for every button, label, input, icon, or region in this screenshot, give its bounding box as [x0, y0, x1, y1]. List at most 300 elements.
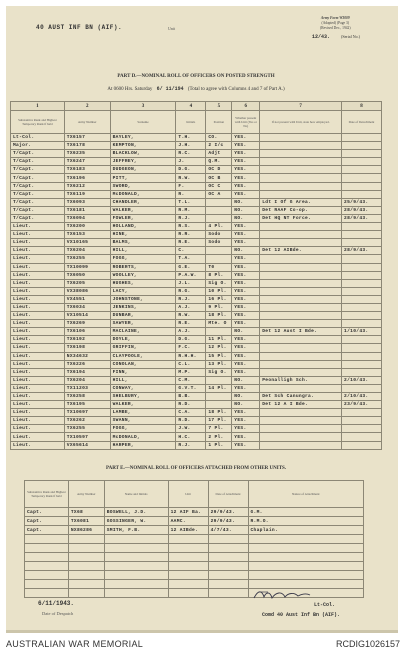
detachment-date-cell: 2/10/43. — [342, 393, 382, 401]
table-row — [11, 174, 382, 182]
table-row — [11, 247, 382, 255]
position-cell: 16 Pl. — [206, 295, 232, 303]
empty-cell — [68, 562, 104, 571]
table-row — [25, 517, 364, 526]
empty-cell — [208, 580, 248, 589]
present-cell: YES. — [232, 303, 260, 311]
empty-cell — [25, 589, 69, 598]
army-number-cell: VX65614 — [64, 441, 110, 449]
surname-cell: ROBERTS, — [110, 263, 176, 271]
table-row — [11, 239, 382, 247]
army-number-cell: TX6204 — [64, 247, 110, 255]
present-cell: YES. — [232, 360, 260, 368]
column-header: Surname — [110, 111, 176, 134]
table-row — [11, 393, 382, 401]
surname-cell: HUGHES, — [110, 279, 176, 287]
rank-cell: Lieut. — [11, 320, 65, 328]
present-cell: YES. — [232, 425, 260, 433]
position-cell: Mte. O — [206, 320, 232, 328]
rank-cell: Lieut. — [11, 401, 65, 409]
empty-cell — [168, 580, 208, 589]
employment-cell — [260, 312, 342, 320]
present-cell: YES. — [232, 255, 260, 263]
empty-cell — [208, 589, 248, 598]
table-row — [11, 263, 382, 271]
initials-cell: F.C. — [176, 344, 206, 352]
rank-cell: Lieut. — [11, 263, 65, 271]
army-number-cell: TX6262 — [64, 417, 110, 425]
position-cell: Sig O. — [206, 368, 232, 376]
empty-cell — [104, 571, 168, 580]
table-row — [11, 441, 382, 449]
initials-cell: R.C. — [176, 150, 206, 158]
detachment-date-cell: 25/9/43. — [342, 198, 382, 206]
detachment-date-cell — [342, 134, 382, 142]
empty-cell — [104, 553, 168, 562]
table-row — [11, 182, 382, 190]
empty-cell — [25, 535, 69, 544]
rank-cell: Lieut. — [11, 393, 65, 401]
initials-cell: B.B. — [176, 393, 206, 401]
empty-cell — [168, 562, 208, 571]
detachment-date-cell — [342, 409, 382, 417]
watermark-right: RCDIG1026157 — [335, 639, 400, 649]
surname-cell: GRIFFIN, — [110, 344, 176, 352]
employment-cell — [260, 409, 342, 417]
rank-cell: Lieut. — [11, 287, 65, 295]
army-number-cell: TX6198 — [64, 344, 110, 352]
present-cell: NO. — [232, 214, 260, 222]
position-cell — [206, 376, 232, 384]
table-row — [11, 190, 382, 198]
empty-cell — [248, 562, 364, 571]
paper-edge — [6, 630, 398, 633]
part-d-title: PART D.—NOMINAL ROLL OF OFFICERS ON POSTED STRENGTH — [117, 74, 275, 79]
present-cell: YES. — [232, 295, 260, 303]
table-row — [11, 384, 382, 392]
empty-cell — [68, 571, 104, 580]
employment-cell — [260, 158, 342, 166]
position-cell: 18 Pl. — [206, 312, 232, 320]
rank-cell: Lieut. — [11, 360, 65, 368]
rank-cell: T/Capt. — [11, 198, 65, 206]
column-number: 1 — [11, 102, 65, 111]
present-cell: YES. — [232, 312, 260, 320]
name-cell: BOSWELL, J.D. — [104, 508, 168, 517]
employment-cell — [260, 134, 342, 142]
table-row — [11, 198, 382, 206]
surname-cell: SAWYER, — [110, 320, 176, 328]
empty-cell — [25, 571, 69, 580]
rank-cell: Lieut. — [11, 352, 65, 360]
rank-cell: Lieut. — [11, 336, 65, 344]
employment-cell: Det HQ NT Force. — [260, 214, 342, 222]
army-number-cell: TX10697 — [64, 409, 110, 417]
rank-cell: Lieut. — [11, 417, 65, 425]
employment-cell — [260, 223, 342, 231]
rank-cell: T/Capt. — [11, 158, 65, 166]
army-number-cell: VX10514 — [64, 312, 110, 320]
detachment-date-cell — [342, 223, 382, 231]
name-cell: SMITH, F.B. — [104, 526, 168, 535]
initials-cell: T.H. — [176, 134, 206, 142]
rank-cell: Lieut. — [11, 255, 65, 263]
employment-cell — [260, 271, 342, 279]
army-number-cell: TX6205 — [64, 279, 110, 287]
position-cell: T0 — [206, 263, 232, 271]
initials-cell: R.R. — [176, 231, 206, 239]
rank-cell: Lieut. — [11, 441, 65, 449]
empty-row — [25, 562, 364, 571]
table-row — [11, 360, 382, 368]
position-cell: Sodo — [206, 231, 232, 239]
surname-cell: CHANDLER, — [110, 198, 176, 206]
present-cell: NO. — [232, 198, 260, 206]
employment-cell — [260, 352, 342, 360]
column-number: 7 — [260, 102, 342, 111]
table-row — [11, 417, 382, 425]
army-number-cell: TX6093 — [64, 198, 110, 206]
army-number-cell: TX6192 — [64, 336, 110, 344]
detachment-date-cell — [342, 384, 382, 392]
army-number-cell: NX34632 — [64, 352, 110, 360]
employment-cell: Det RAAF Co-op. — [260, 206, 342, 214]
table-row — [11, 376, 382, 384]
army-number-cell: VX4551 — [64, 295, 110, 303]
army-number-cell: TX6258 — [64, 393, 110, 401]
surname-cell: MACLAINE, — [110, 328, 176, 336]
column-headers-row — [11, 111, 382, 134]
empty-cell — [68, 544, 104, 553]
present-cell: NO. — [232, 206, 260, 214]
table-row — [11, 352, 382, 360]
attachment-date-cell: 29/9/43. — [208, 508, 248, 517]
rank-cell: T/Capt. — [11, 214, 65, 222]
column-header: Date of Detachment — [342, 111, 382, 134]
column-header: Army Number — [64, 111, 110, 134]
attached-officers-table — [24, 480, 364, 598]
employment-cell — [260, 384, 342, 392]
empty-cell — [104, 562, 168, 571]
detachment-date-cell: 28/9/43. — [342, 214, 382, 222]
detachment-date-cell — [342, 271, 382, 279]
initials-cell: R.S. — [176, 223, 206, 231]
army-number-cell: TX6106 — [64, 328, 110, 336]
initials-cell: H.C. — [176, 433, 206, 441]
initials-cell: T.L. — [176, 198, 206, 206]
army-number-cell: TX6255 — [64, 425, 110, 433]
table-row — [11, 433, 382, 441]
surname-cell: DUDGEON, — [110, 166, 176, 174]
initials-cell: R.J. — [176, 214, 206, 222]
attached-column-header: Army Number — [68, 481, 104, 508]
column-numbers-row — [11, 102, 382, 111]
initials-cell: R.W. — [176, 174, 206, 182]
initials-cell: R.D. — [176, 417, 206, 425]
form-identifier — [320, 16, 351, 31]
army-number-cell: TX6247 — [64, 158, 110, 166]
initials-cell: F. — [176, 182, 206, 190]
empty-cell — [208, 535, 248, 544]
detachment-date-cell — [342, 336, 382, 344]
surname-cell: DOYLE, — [110, 336, 176, 344]
employment-cell: Det 12 AIBde. — [260, 247, 342, 255]
serial-label: (Serial No.) — [341, 34, 360, 39]
detachment-date-cell — [342, 360, 382, 368]
present-cell: YES. — [232, 223, 260, 231]
initials-cell: R.E. — [176, 320, 206, 328]
form-sub2: (Revised Dec., 1942) — [320, 26, 351, 30]
position-cell: 17 Pl. — [206, 417, 232, 425]
present-cell: YES. — [232, 158, 260, 166]
initials-cell: D.G. — [176, 336, 206, 344]
unit-name: 40 AUST INF BN (AIF). — [36, 24, 123, 31]
empty-cell — [168, 553, 208, 562]
rank-cell: Capt. — [25, 508, 69, 517]
initials-cell: C.A. — [176, 409, 206, 417]
present-cell: NO. — [232, 393, 260, 401]
empty-cell — [104, 589, 168, 598]
army-number-cell: TX6269 — [64, 320, 110, 328]
army-number-cell: TX6119 — [64, 190, 110, 198]
army-number-cell: TX6226 — [64, 360, 110, 368]
initials-cell: J. — [176, 158, 206, 166]
army-number-cell: TX6235 — [64, 150, 110, 158]
empty-cell — [168, 589, 208, 598]
employment-cell — [260, 368, 342, 376]
present-cell: YES. — [232, 263, 260, 271]
army-number-cell: TX68 — [68, 508, 104, 517]
position-cell: Adjt — [206, 150, 232, 158]
employment-cell — [260, 174, 342, 182]
surname-cell: WALKER, — [110, 206, 176, 214]
detachment-date-cell: 2/10/43. — [342, 376, 382, 384]
initials-cell: R. — [176, 190, 206, 198]
column-header: Initials — [176, 111, 206, 134]
employment-cell — [260, 336, 342, 344]
empty-cell — [248, 571, 364, 580]
surname-cell: HARPER, — [110, 441, 176, 449]
name-cell: GOSSINGER, W. — [104, 517, 168, 526]
position-cell — [206, 206, 232, 214]
position-cell: 15 Pl. — [206, 352, 232, 360]
present-cell: YES. — [232, 417, 260, 425]
surname-cell: CONOLAN, — [110, 360, 176, 368]
position-cell — [206, 198, 232, 206]
empty-row — [25, 535, 364, 544]
present-cell: NO. — [232, 247, 260, 255]
surname-cell: CONWAY, — [110, 384, 176, 392]
date-code: 12/43. — [312, 34, 331, 40]
position-cell: 18 Pl. — [206, 409, 232, 417]
rank-cell: T/Capt. — [11, 190, 65, 198]
position-cell — [206, 393, 232, 401]
rank-cell: Lieut. — [11, 295, 65, 303]
empty-row — [25, 580, 364, 589]
position-cell: Sig O. — [206, 279, 232, 287]
rank-cell: Capt. — [25, 526, 69, 535]
present-cell: YES. — [232, 320, 260, 328]
column-header: Substantive Rank and Highest Temporary Rank if held — [11, 111, 65, 134]
detachment-date-cell — [342, 142, 382, 150]
detachment-date-cell — [342, 287, 382, 295]
initials-cell: R.D. — [176, 401, 206, 409]
empty-cell — [68, 535, 104, 544]
attachment-date-cell: 29/9/43. — [208, 517, 248, 526]
employment-cell — [260, 255, 342, 263]
surname-cell: BAYLEY, — [110, 134, 176, 142]
initials-cell: T.A. — [176, 255, 206, 263]
detachment-date-cell — [342, 417, 382, 425]
table-row — [11, 287, 382, 295]
detachment-date-cell — [342, 441, 382, 449]
employment-cell — [260, 303, 342, 311]
initials-cell: J.W. — [176, 425, 206, 433]
employment-cell — [260, 239, 342, 247]
surname-cell: JEFFREY, — [110, 158, 176, 166]
detachment-date-cell — [342, 320, 382, 328]
position-cell: 2 Pl. — [206, 433, 232, 441]
surname-cell: BLACKLOW, — [110, 150, 176, 158]
employment-cell — [260, 295, 342, 303]
employment-cell — [260, 441, 342, 449]
table-row — [11, 271, 382, 279]
surname-cell: LAMBE, — [110, 409, 176, 417]
surname-cell: JOHNSTONE, — [110, 295, 176, 303]
army-number-cell: NX86286 — [68, 526, 104, 535]
initials-cell: G.E. — [176, 263, 206, 271]
army-number-cell: TX6212 — [64, 182, 110, 190]
surname-cell: CLAYPOOLE, — [110, 352, 176, 360]
army-number-cell: TX6178 — [64, 142, 110, 150]
employment-cell: Det 12 A I Bde. — [260, 401, 342, 409]
initials-cell: C. — [176, 247, 206, 255]
attached-body — [25, 508, 364, 598]
detachment-date-cell — [342, 255, 382, 263]
surname-cell: FOWLER, — [110, 214, 176, 222]
form-title: Army Form W3009 — [320, 16, 350, 20]
column-header: If not present with Unit, state how employed. — [260, 111, 342, 134]
part-e-title: PART E.—NOMINAL ROLL OF OFFICERS ATTACHED FROM OTHER UNITS. — [105, 466, 287, 471]
present-cell: YES. — [232, 166, 260, 174]
rank-cell: T/Capt. — [11, 206, 65, 214]
present-cell: YES. — [232, 441, 260, 449]
army-number-cell: TX6153 — [64, 231, 110, 239]
initials-cell: C.M. — [176, 376, 206, 384]
surname-cell: HOLLAND, — [110, 223, 176, 231]
surname-cell: SWANN, — [110, 417, 176, 425]
detachment-date-cell — [342, 312, 382, 320]
table-row — [11, 255, 382, 263]
army-number-cell: TX6181 — [64, 206, 110, 214]
signature — [252, 588, 312, 602]
empty-row — [25, 553, 364, 562]
initials-cell: D.G. — [176, 166, 206, 174]
employment-cell: Det 12 Aust I Bde. — [260, 328, 342, 336]
attached-column-header: Name and Initials — [104, 481, 168, 508]
present-cell: YES. — [232, 142, 260, 150]
employment-cell: Det Sch Canungra. — [260, 393, 342, 401]
rank-cell: Lieut. — [11, 271, 65, 279]
empty-cell — [168, 535, 208, 544]
employment-cell — [260, 425, 342, 433]
detachment-date-cell: 23/9/43. — [342, 401, 382, 409]
empty-cell — [208, 553, 248, 562]
employment-cell — [260, 190, 342, 198]
attachment-nature-cell: Chaplain. — [248, 526, 364, 535]
table-row — [11, 279, 382, 287]
position-cell: 1 Pl. — [206, 441, 232, 449]
attachment-nature-cell: R.M.O. — [248, 517, 364, 526]
empty-cell — [248, 553, 364, 562]
table-row — [11, 401, 382, 409]
table-row — [25, 508, 364, 517]
empty-cell — [208, 571, 248, 580]
rank-cell: Lieut. — [11, 328, 65, 336]
table-row — [11, 206, 382, 214]
unit-cell: AAMC. — [168, 517, 208, 526]
position-cell — [206, 214, 232, 222]
subtitle-suffix: (Total to agree with Columns 4 and 7 of Part A.) — [187, 87, 285, 92]
initials-cell: P.A.W. — [176, 271, 206, 279]
surname-cell: WOOLLEY, — [110, 271, 176, 279]
initials-cell: R.J. — [176, 441, 206, 449]
empty-cell — [104, 544, 168, 553]
employment-cell — [260, 182, 342, 190]
empty-cell — [25, 580, 69, 589]
detachment-date-cell — [342, 368, 382, 376]
empty-cell — [25, 553, 69, 562]
present-cell: YES. — [232, 409, 260, 417]
initials-cell: C.L. — [176, 360, 206, 368]
present-cell: YES. — [232, 336, 260, 344]
present-cell: YES. — [232, 239, 260, 247]
attachment-nature-cell: G.M. — [248, 508, 364, 517]
army-number-cell: TX6034 — [64, 303, 110, 311]
table-row — [25, 526, 364, 535]
employment-cell — [260, 263, 342, 271]
rank-cell: Lieut. — [11, 344, 65, 352]
empty-row — [25, 544, 364, 553]
employment-cell — [260, 142, 342, 150]
officers-roll-table — [10, 101, 382, 450]
empty-cell — [248, 535, 364, 544]
army-number-cell: TX6183 — [64, 166, 110, 174]
unit-cell: 12 AIBde. — [168, 526, 208, 535]
position-cell: OC D — [206, 166, 232, 174]
position-cell: Q.M. — [206, 158, 232, 166]
empty-cell — [25, 544, 69, 553]
table-row — [11, 368, 382, 376]
position-cell: 11 Pl. — [206, 336, 232, 344]
despatch-date: 6/11/1943. — [38, 600, 75, 607]
army-number-cell: TX10597 — [64, 433, 110, 441]
position-cell: Sodo — [206, 239, 232, 247]
attached-column-header: Substantive Rank and Highest Temporary Rank if held — [25, 481, 69, 508]
rank-cell: Lieut. — [11, 368, 65, 376]
position-cell: OC A — [206, 190, 232, 198]
employment-cell: Ldt I Of G Area. — [260, 198, 342, 206]
position-cell — [206, 328, 232, 336]
table-row — [11, 336, 382, 344]
surname-cell: FINN, — [110, 368, 176, 376]
detachment-date-cell — [342, 279, 382, 287]
column-number: 3 — [110, 102, 176, 111]
detachment-date-cell — [342, 231, 382, 239]
table-row — [11, 344, 382, 352]
detachment-date-cell — [342, 174, 382, 182]
column-number: 2 — [64, 102, 110, 111]
